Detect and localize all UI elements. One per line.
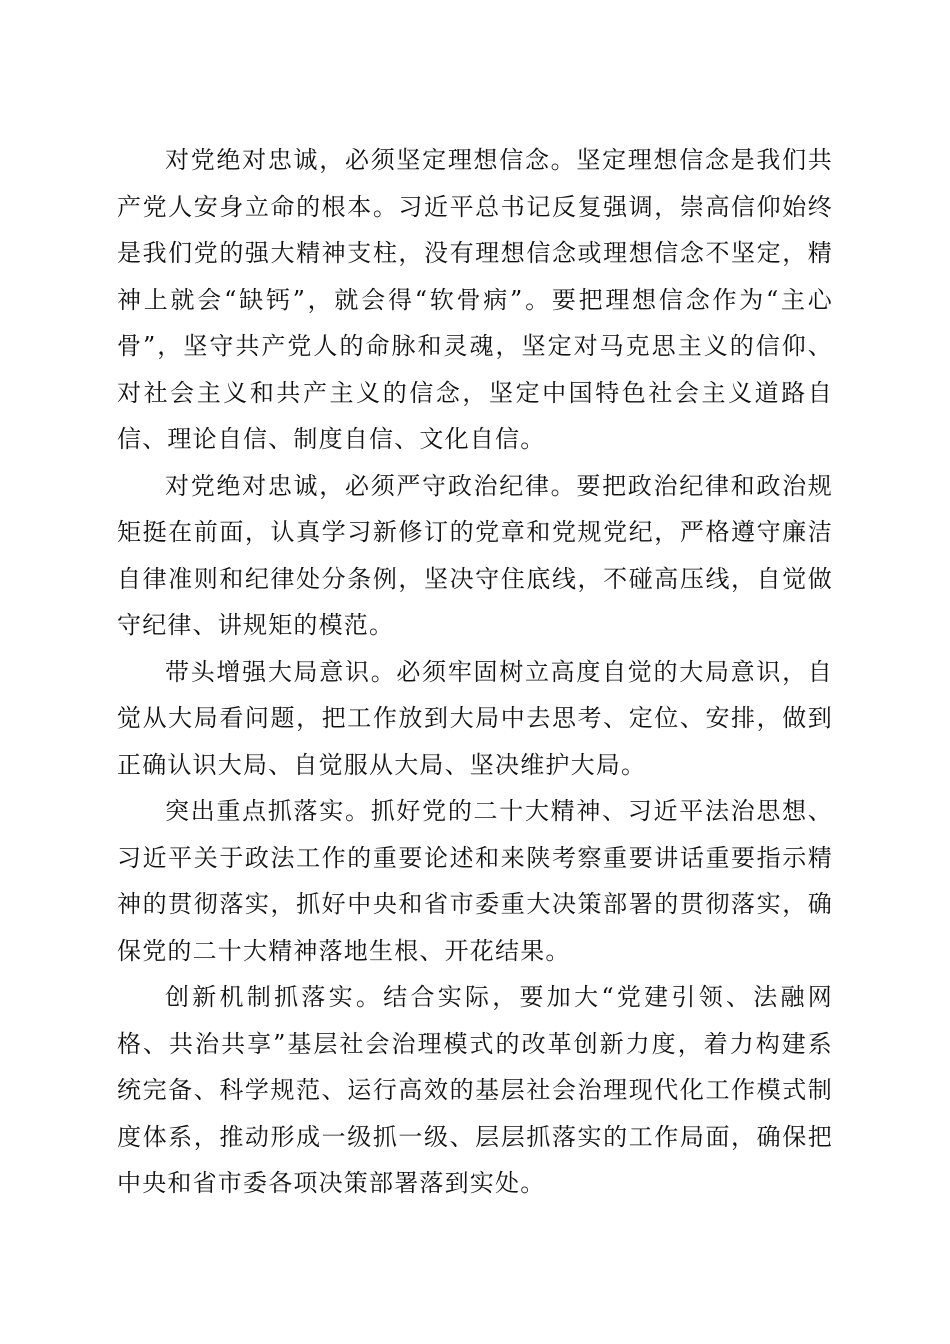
paragraph-loyalty-ideals: 对党绝对忠诚，必须坚定理想信念。坚定理想信念是我们共产党人安身立命的根本。习近平总书记反复强调，崇高信仰始终是我们党的强大精神支柱，没有理想信念或理想信念不坚定，精神上就会“缺钙”，就会得“软骨病”。要把理想信念作为“主心骨”，坚守共产党人的命脉和灵魂，坚定对马克思主义的信仰、对社会主义和共产主义的信念，坚定中国特色社会主义道路自信、理论自信、制度自信、文化自信。 xyxy=(117,146,833,453)
paragraph-key-implementation: 突出重点抓落实。抓好党的二十大精神、习近平法治思想、习近平关于政法工作的重要论述和来陕考察重要讲话重要指示精神的贯彻落实，抓好中央和省市委重大决策部署的贯彻落实，确保党的二十大精神落地生根、开花结果。 xyxy=(117,797,833,965)
paragraph-innovation-mechanism: 创新机制抓落实。结合实际，要加大“党建引领、法融网格、共治共享”基层社会治理模式的改革创新力度，着力构建系统完备、科学规范、运行高效的基层社会治理现代化工作模式制度体系，推动形成一级抓一级、层层抓落实的工作局面，确保把中央和省市委各项决策部署落到实处。 xyxy=(117,983,833,1197)
paragraph-overall-awareness: 带头增强大局意识。必须牢固树立高度自觉的大局意识，自觉从大局看问题，把工作放到大局中去思考、定位、安排，做到正确认识大局、自觉服从大局、坚决维护大局。 xyxy=(117,657,833,779)
paragraph-loyalty-discipline: 对党绝对忠诚，必须严守政治纪律。要把政治纪律和政治规矩挺在前面，认真学习新修订的党章和党规党纪，严格遵守廉洁自律准则和纪律处分条例，坚决守住底线，不碰高压线，自觉做守纪律、讲规矩的模范。 xyxy=(117,471,833,639)
document-body xyxy=(117,137,833,1207)
